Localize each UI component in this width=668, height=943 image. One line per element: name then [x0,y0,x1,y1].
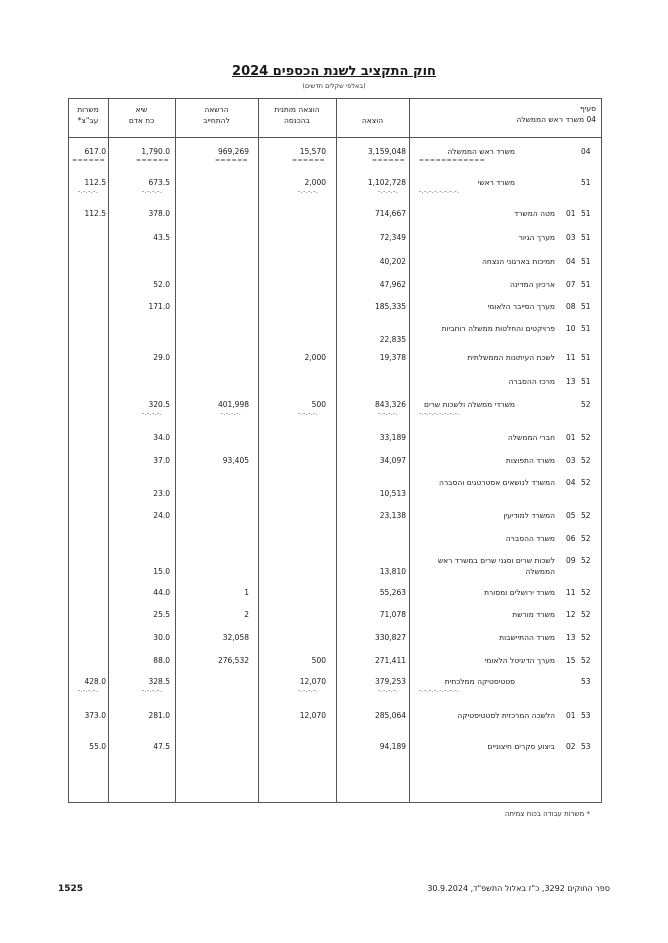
table-row [68,352,602,374]
row-expense: 13,810 [379,567,406,576]
row-commitment: 2 [244,610,249,619]
table-row [68,323,602,345]
row-code [566,432,596,443]
row-name: המשרד לנושאים אסטרטגים והסברה [439,478,555,487]
header-section-label: סעיף [579,104,596,113]
header-commitment-authority: הרשאה להתחייב [203,105,230,125]
row-code [566,510,596,521]
publication-source: ספר החוקים 3292, כ"ז באלול התשפ"ד, 30.9.2024 [427,884,610,893]
row-expense: 271,411 [374,656,406,665]
total-underline: -.-.-.-. [78,687,99,694]
row-expense: 34,097 [379,456,406,465]
header-section-title [516,114,596,125]
row-section-code: 51 [581,302,591,311]
row-sub-code: 04 [566,478,576,487]
row-name: משרד ההתיישבות [499,633,555,642]
row-expense: 55,263 [379,588,406,597]
row-name: משרד ירושלים ומסורת [484,588,555,597]
row-name: הלשכה המרכזית לסטטיסטיקה [457,711,555,720]
row-conditional-expense: 2,000 [304,178,326,187]
row-section-code: 04 [581,147,591,156]
row-peak-staff: 52.0 [153,280,170,289]
row-expense: 379,253 [374,677,406,686]
row-peak-staff: 34.0 [153,433,170,442]
row-sub-code: 13 [566,633,576,642]
row-section-code: 51 [581,209,591,218]
row-code [566,710,596,721]
row-name: תמיכות בארגוני הנצחה [482,257,555,266]
row-positions: 112.5 [84,209,106,218]
row-sub-code: 03 [566,456,576,465]
header-expense: הוצאה [361,116,384,125]
header-section-code: 04 [586,115,596,124]
row-section-code: 52 [581,400,591,409]
row-code [566,208,596,219]
row-section-code: 53 [581,742,591,751]
row-code [566,741,596,752]
row-name: סטטיסטיקה ממלכתית [444,677,515,686]
row-peak-staff: 25.5 [153,610,170,619]
row-sub-code: 13 [566,377,576,386]
row-name: פרויקטים והחלטות ממשלה רוחביות [441,324,555,333]
header-divider [68,137,602,138]
row-sub-code: 02 [566,742,576,751]
header-conditional-expense: הוצאה מותנית בהכנסה [274,105,320,125]
total-underline: ====== [292,157,326,164]
row-peak-staff: 37.0 [153,456,170,465]
total-underline: -.-.-.-. [298,687,319,694]
page-title: חוק התקציב לשנת הכספים 2024 [232,64,436,79]
table-row [68,533,602,555]
table-row [68,455,602,477]
row-expense: 330,827 [374,633,406,642]
row-section-code: 52 [581,588,591,597]
row-section-code: 53 [581,677,591,686]
row-name: משרד ההסברה [505,534,555,543]
total-underline: -.-.-.-.-.-.-.-. [419,410,460,417]
row-peak-staff: 15.0 [153,567,170,576]
row-positions: 112.5 [84,178,106,187]
row-section-code: 52 [581,511,591,520]
row-code [566,632,596,643]
row-expense: 10,513 [379,489,406,498]
row-commitment: 93,405 [222,456,249,465]
row-expense: 19,378 [379,353,406,362]
row-section-code: 51 [581,257,591,266]
table-row [68,555,602,577]
total-underline: -.-.-.-. [378,188,399,195]
row-section-code: 52 [581,556,591,565]
table-row [68,232,602,254]
row-code [566,587,596,598]
row-sub-code: 12 [566,610,576,619]
row-code [566,455,596,466]
row-code [566,555,596,566]
row-sub-code: 07 [566,280,576,289]
row-name: מערך הדיגיטל הלאומי [484,656,555,665]
row-name: משרד התפוצות [505,456,555,465]
total-underline: -.-.-.-.-.-.-.-. [419,188,460,195]
row-code [566,352,596,363]
row-section-code: 53 [581,711,591,720]
row-section-code: 52 [581,633,591,642]
row-name: מטה המשרד [514,209,555,218]
row-peak-staff: 44.0 [153,588,170,597]
table-row [68,655,602,677]
row-name: חברי הממשלה [507,433,555,442]
row-sub-code: 01 [566,209,576,218]
total-underline: -.-.-.-. [142,687,163,694]
total-underline: -.-.-.-. [378,687,399,694]
table-row [68,609,602,631]
row-expense: 47,962 [379,280,406,289]
row-code [566,256,596,267]
row-code [566,279,596,290]
row-code [566,399,596,410]
row-section-code: 51 [581,377,591,386]
row-commitment: 276,532 [217,656,249,665]
row-expense: 714,667 [374,209,406,218]
row-conditional-expense: 500 [311,400,326,409]
row-code [566,146,596,157]
row-conditional-expense: 15,570 [299,147,326,156]
table-row [68,256,602,278]
row-peak-staff: 378.0 [148,209,170,218]
total-underline: -.-.-.-. [78,188,99,195]
row-peak-staff: 171.0 [148,302,170,311]
table-row [68,587,602,609]
row-name: משרד ראשי [477,178,515,187]
row-positions: 55.0 [89,742,106,751]
row-peak-staff: 47.5 [153,742,170,751]
table-row [68,432,602,454]
header-peak-staff: שיא כח אדם [128,105,155,125]
table-row [68,376,602,398]
page-number: 1525 [58,884,84,894]
row-expense: 72,349 [379,233,406,242]
row-name: מרכז ההסברה [508,377,555,386]
row-conditional-expense: 500 [311,656,326,665]
row-sub-code: 01 [566,433,576,442]
row-name: משרדי ממשלה ולשכות שרים [424,400,515,409]
row-peak-staff: 673.5 [148,178,170,187]
table-row [68,741,602,763]
row-positions: 617.0 [84,147,106,156]
row-positions: 373.0 [84,711,106,720]
page-subtitle: (באלפי שקלים חדשים) [302,82,366,90]
total-underline: ====== [136,157,170,164]
row-conditional-expense: 12,070 [299,711,326,720]
total-underline: ====== [72,157,106,164]
row-peak-staff: 23.0 [153,489,170,498]
row-name: מערך הגיור [518,233,555,242]
table-row [68,510,602,532]
header-positions: משרות עב"צ* [77,105,99,125]
row-section-code: 52 [581,656,591,665]
row-expense: 285,064 [374,711,406,720]
row-section-code: 52 [581,478,591,487]
row-section-code: 51 [581,280,591,289]
total-underline: -.-.-.-. [142,188,163,195]
row-section-code: 51 [581,233,591,242]
row-code [566,655,596,666]
table-row [68,177,602,199]
row-peak-staff: 328.5 [148,677,170,686]
footnote: * משרות עבודה בכוח צמיתה [504,810,590,818]
table-row [68,399,602,421]
total-underline: ============ [419,157,486,164]
row-peak-staff: 30.0 [153,633,170,642]
total-underline: -.-.-.-. [142,410,163,417]
row-code [566,376,596,387]
row-expense: 843,326 [374,400,406,409]
row-code [566,301,596,312]
row-sub-code: 06 [566,534,576,543]
row-peak-staff: 1,790.0 [141,147,170,156]
row-conditional-expense: 12,070 [299,677,326,686]
row-section-code: 52 [581,534,591,543]
row-peak-staff: 29.0 [153,353,170,362]
row-section-code: 52 [581,610,591,619]
row-sub-code: 05 [566,511,576,520]
row-name: משרד ראש הממשלה [447,147,515,156]
row-expense: 33,189 [379,433,406,442]
row-section-code: 51 [581,178,591,187]
row-sub-code: 11 [566,588,576,597]
total-underline: -.-.-.-. [221,410,242,417]
row-commitment: 1 [244,588,249,597]
row-section-code: 52 [581,433,591,442]
total-underline: -.-.-.-. [298,188,319,195]
row-name: ארכיון המדינה [509,280,555,289]
row-section-code: 51 [581,353,591,362]
row-code [566,323,596,334]
row-expense: 71,078 [379,610,406,619]
row-expense: 1,102,728 [367,178,406,187]
row-name: משרד מורשת [512,610,555,619]
table-row [68,146,602,168]
total-underline: ====== [215,157,249,164]
row-expense: 22,835 [379,335,406,344]
row-conditional-expense: 2,000 [304,353,326,362]
table-row [68,710,602,732]
row-peak-staff: 281.0 [148,711,170,720]
row-name: ביצוע סקרים חיצוניים [487,742,555,751]
row-code [566,177,596,188]
row-sub-code: 01 [566,711,576,720]
row-sub-code: 15 [566,656,576,665]
row-positions: 428.0 [84,677,106,686]
row-expense: 23,138 [379,511,406,520]
table-row [68,477,602,499]
table-row [68,208,602,230]
row-name: לשכות שרים וסגני שרים במשרד ראש הממשלה [437,556,555,576]
row-sub-code: 03 [566,233,576,242]
table-row [68,279,602,301]
row-name: מערך הסייבר הלאומי [487,302,555,311]
row-peak-staff: 320.5 [148,400,170,409]
row-commitment: 401,998 [217,400,249,409]
row-sub-code: 09 [566,556,576,565]
row-expense: 94,189 [379,742,406,751]
row-expense: 40,202 [379,257,406,266]
row-code [566,232,596,243]
total-underline: -.-.-.-. [378,410,399,417]
row-section-code: 52 [581,456,591,465]
total-underline: -.-.-.-.-.-.-.-. [419,687,460,694]
row-name: המשרד למודיעין [503,511,555,520]
row-section-code: 51 [581,324,591,333]
row-expense: 185,335 [374,302,406,311]
row-expense: 3,159,048 [367,147,406,156]
row-peak-staff: 88.0 [153,656,170,665]
header-section-name: משרד ראש הממשלה [516,115,585,124]
row-commitment: 969,269 [217,147,249,156]
row-code [566,533,596,544]
row-sub-code: 04 [566,257,576,266]
total-underline: -.-.-.-. [298,410,319,417]
row-peak-staff: 43.5 [153,233,170,242]
row-code [566,609,596,620]
row-peak-staff: 24.0 [153,511,170,520]
row-sub-code: 10 [566,324,576,333]
row-name: לשכת העיתונות הממשלתית [467,353,555,362]
header-section [516,103,596,125]
table-row [68,676,602,698]
row-code [566,477,596,488]
table-row [68,632,602,654]
row-commitment: 32,058 [222,633,249,642]
row-sub-code: 11 [566,353,576,362]
row-sub-code: 08 [566,302,576,311]
table-row [68,301,602,323]
row-code [566,676,596,687]
total-underline: ====== [372,157,406,164]
